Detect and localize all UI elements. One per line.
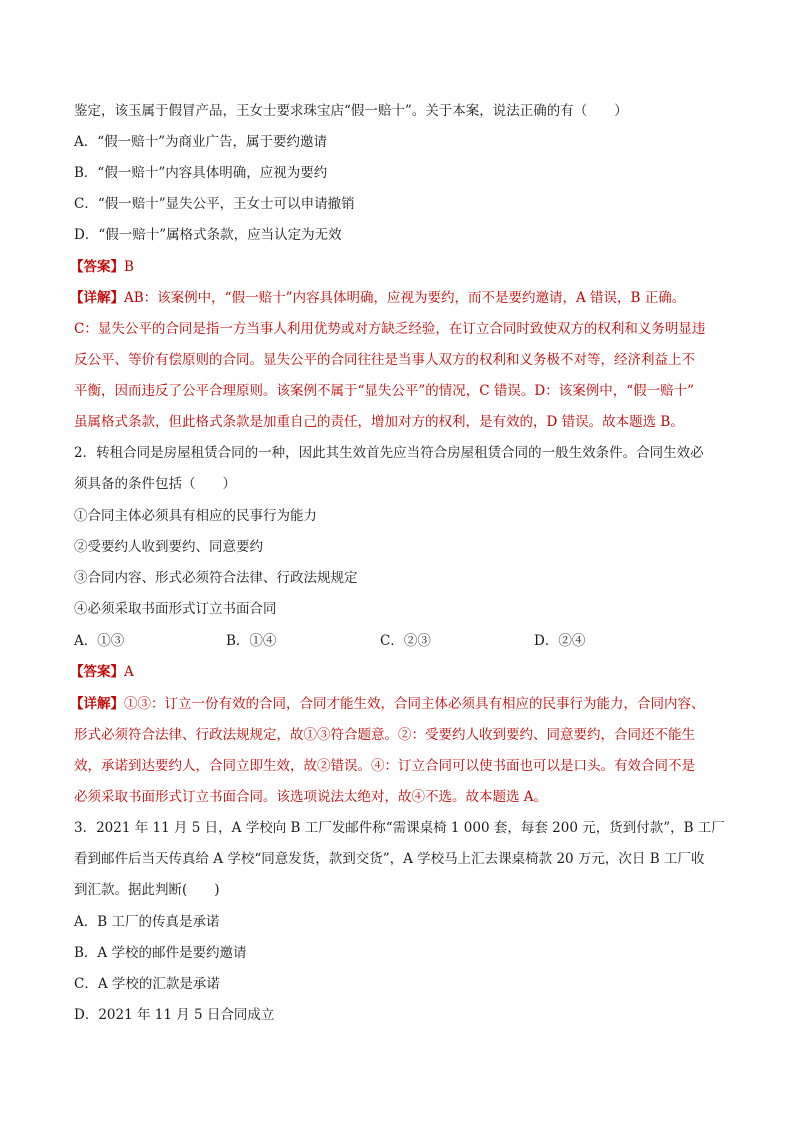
q2-item-4: ④必须采取书面形式订立书面合同 bbox=[74, 601, 277, 617]
q3-stem-line-2: 看到邮件后当天传真给 A 学校“同意发货，款到交货”，A 学校马上汇去课桌椅款 20 万元，次日 B 工厂收 bbox=[74, 851, 705, 867]
q2-stem-line-1: 2．转租合同是房屋租赁合同的一种，因此其生效首先应当符合房屋租赁合同的一般生效条件。合同生效必 bbox=[74, 445, 704, 461]
q2-answer bbox=[70, 662, 730, 682]
q1-analysis-line-1 bbox=[70, 288, 730, 308]
analysis-tag: 【详解】 bbox=[70, 290, 124, 306]
answer-tag: 【答案】 bbox=[70, 259, 124, 275]
q2-stem-line-2: 须具备的条件包括（ ） bbox=[74, 476, 236, 492]
answer-tag: 【答案】 bbox=[70, 664, 124, 680]
q2-choice-a: A．①③ bbox=[74, 633, 125, 649]
answer-value: A bbox=[124, 664, 134, 680]
answer-value: B bbox=[124, 259, 134, 275]
q3-option-b: B．A 学校的邮件是要约邀请 bbox=[74, 945, 247, 961]
q2-choice-c: C．②③ bbox=[380, 633, 431, 649]
q2-item-3: ③合同内容、形式必须符合法律、行政法规规定 bbox=[74, 570, 358, 586]
q1-option-b: B．“假一赔十”内容具体明确，应视为要约 bbox=[74, 165, 328, 181]
q1-answer bbox=[70, 257, 730, 277]
q1-option-d: D．“假一赔十”属格式条款，应当认定为无效 bbox=[74, 227, 342, 243]
q3-option-c: C．A 学校的汇款是承诺 bbox=[74, 976, 220, 992]
q2-item-1: ①合同主体必须具有相应的民事行为能力 bbox=[74, 508, 317, 524]
q2-analysis-line-2: 形式必须符合法律、行政法规规定，故①③符合题意。②：受要约人收到要约、同意要约，合同还不能生 bbox=[74, 727, 695, 743]
analysis-tag: 【详解】 bbox=[70, 696, 124, 712]
q2-choices bbox=[74, 631, 734, 651]
q3-option-a: A．B 工厂的传真是承诺 bbox=[74, 914, 220, 930]
q1-analysis-line-2: C：显失公平的合同是指一方当事人利用优势或对方缺乏经验，在订立合同时致使双方的权利和义务明显违 bbox=[74, 321, 706, 337]
q1-analysis-line-5: 虽属格式条款，但此格式条款是加重自己的责任，增加对方的权利，是有效的，D 错误。故本题选 B。 bbox=[74, 414, 684, 430]
analysis-text: ①③：订立一份有效的合同，合同才能生效，合同主体必须具有相应的民事行为能力，合同内容、 bbox=[124, 696, 705, 712]
q2-analysis-line-1 bbox=[70, 694, 730, 714]
analysis-text: AB：该案例中，“假一赔十”内容具体明确，应视为要约，而不是要约邀请，A 错误，B 正确。 bbox=[124, 290, 686, 306]
q3-stem-line-3: 到汇款。据此判断( ) bbox=[74, 882, 220, 898]
q1-analysis-line-4: 平衡，因而违反了公平合理原则。该案例不属于“显失公平”的情况，C 错误。D：该案例中，“假一赔十” bbox=[74, 383, 695, 399]
q1-stem: 鉴定，该玉属于假冒产品，王女士要求珠宝店“假一赔十”。关于本案，说法正确的有（ ） bbox=[74, 103, 628, 119]
q2-choice-d: D．②④ bbox=[534, 633, 586, 649]
q1-option-c: C．“假一赔十”显失公平，王女士可以申请撤销 bbox=[74, 196, 355, 212]
q1-analysis-line-3: 反公平、等价有偿原则的合同。显失公平的合同往往是当事人双方的权利和义务极不对等，经济利益上不 bbox=[74, 352, 695, 368]
q2-item-2: ②受要约人收到要约、同意要约 bbox=[74, 539, 263, 555]
q1-option-a: A．“假一赔十”为商业广告，属于要约邀请 bbox=[74, 134, 328, 150]
q3-stem-line-1: 3．2021 年 11 月 5 日，A 学校向 B 工厂发邮件称“需课桌椅 1 000 套，每套 200 元，货到付款”，B 工厂 bbox=[74, 820, 725, 836]
q2-choice-b: B．①④ bbox=[226, 633, 277, 649]
q3-option-d: D．2021 年 11 月 5 日合同成立 bbox=[74, 1007, 275, 1023]
q2-analysis-line-3: 效，承诺到达要约人，合同立即生效，故②错误。④：订立合同可以使书面也可以是口头。有效合同不是 bbox=[74, 758, 695, 774]
q2-analysis-line-4: 必须采取书面形式订立书面合同。该选项说法太绝对，故④不选。故本题选 A。 bbox=[74, 789, 548, 805]
